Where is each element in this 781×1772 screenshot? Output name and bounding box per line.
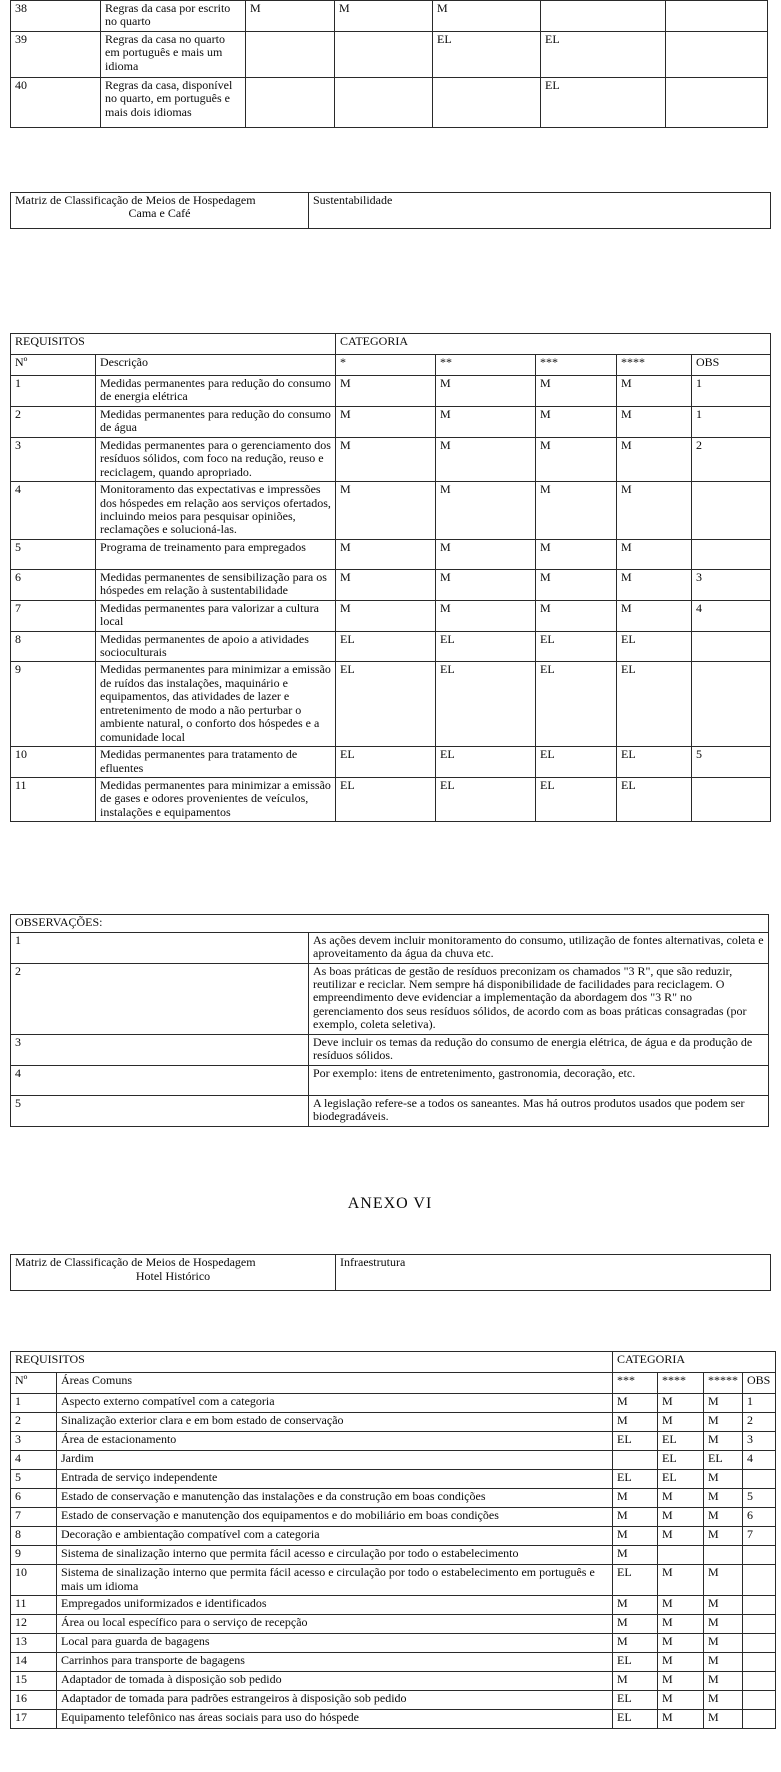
table-column-header-row bbox=[11, 355, 771, 376]
row-number-cell: 16 bbox=[11, 1690, 57, 1709]
category-4-star-cell: M bbox=[658, 1394, 704, 1413]
category-2-star-cell: EL bbox=[436, 662, 536, 747]
observation-number-cell: 1 bbox=[11, 932, 309, 963]
obs-cell: 2 bbox=[743, 1413, 776, 1432]
matrix-title-cell bbox=[11, 1255, 336, 1291]
category-3-star-cell: EL bbox=[536, 747, 617, 778]
description-cell: Regras da casa por escrito no quarto bbox=[101, 1, 246, 32]
table-group-header-row bbox=[11, 334, 771, 355]
category-3-star-cell: M bbox=[536, 437, 617, 481]
row-number-cell: 3 bbox=[11, 437, 96, 481]
category-2-star-cell bbox=[335, 78, 433, 128]
category-2-star-cell: M bbox=[335, 1, 433, 32]
category-3-star-cell: EL bbox=[613, 1565, 658, 1596]
category-4-star-cell: EL bbox=[541, 32, 666, 78]
matrix-title-table-cama-e-cafe bbox=[10, 192, 771, 229]
matrix-title-text: Matriz de Classificação de Meios de Hospedagem bbox=[15, 193, 256, 207]
row-number-cell: 40 bbox=[11, 78, 101, 128]
col-header-2-star: ** bbox=[436, 355, 536, 376]
category-5-star-cell: M bbox=[704, 1394, 743, 1413]
category-5-star-cell: EL bbox=[704, 1451, 743, 1470]
description-cell: Medidas permanentes para minimizar a emissão de gases e odores provenientes de veículos, instalações e equipamentos bbox=[96, 777, 336, 821]
row-number-cell: 7 bbox=[11, 1508, 57, 1527]
table-row bbox=[11, 1690, 776, 1709]
row-number-cell: 17 bbox=[11, 1709, 57, 1728]
category-2-star-cell: M bbox=[436, 482, 536, 540]
table-row bbox=[11, 437, 771, 481]
category-4-star-cell: M bbox=[658, 1413, 704, 1432]
table-group-header-row bbox=[11, 1352, 776, 1373]
category-5-star-cell: M bbox=[704, 1565, 743, 1596]
obs-cell bbox=[666, 1, 768, 32]
col-header-areas-comuns: Áreas Comuns bbox=[57, 1373, 613, 1394]
table-row bbox=[11, 1652, 776, 1671]
observation-text-cell: A legislação refere-se a todos os saneantes. Mas há outros produtos usados que podem ser biodegradáveis. bbox=[309, 1095, 769, 1126]
category-4-star-cell: EL bbox=[541, 78, 666, 128]
category-2-star-cell: M bbox=[436, 406, 536, 437]
table-row bbox=[11, 1470, 776, 1489]
table-row bbox=[11, 1709, 776, 1728]
obs-cell bbox=[743, 1671, 776, 1690]
category-3-star-cell: M bbox=[613, 1633, 658, 1652]
obs-cell bbox=[743, 1546, 776, 1565]
category-5-star-cell bbox=[704, 1546, 743, 1565]
category-3-star-cell: M bbox=[536, 482, 617, 540]
description-cell: Jardim bbox=[57, 1451, 613, 1470]
description-cell: Estado de conservação e manutenção das instalações e da construção em boas condições bbox=[57, 1489, 613, 1508]
category-4-star-cell: EL bbox=[617, 662, 692, 747]
row-number-cell: 15 bbox=[11, 1671, 57, 1690]
row-number-cell: 10 bbox=[11, 1565, 57, 1596]
category-3-star-cell: M bbox=[536, 406, 617, 437]
table-body bbox=[11, 376, 771, 822]
observation-text-cell: Por exemplo: itens de entretenimento, gastronomia, decoração, etc. bbox=[309, 1065, 769, 1095]
table-header bbox=[11, 915, 769, 932]
description-cell: Carrinhos para transporte de bagagens bbox=[57, 1652, 613, 1671]
obs-cell: 3 bbox=[692, 569, 771, 600]
obs-cell: 5 bbox=[692, 747, 771, 778]
category-3-star-cell: EL bbox=[613, 1690, 658, 1709]
table-header bbox=[11, 1352, 776, 1394]
category-2-star-cell: M bbox=[436, 437, 536, 481]
obs-cell bbox=[743, 1595, 776, 1614]
table-body bbox=[11, 1, 768, 128]
category-3-star-cell: M bbox=[613, 1595, 658, 1614]
category-3-star-cell: EL bbox=[613, 1432, 658, 1451]
obs-cell bbox=[666, 78, 768, 128]
category-4-star-cell: M bbox=[658, 1489, 704, 1508]
table-row bbox=[11, 1633, 776, 1652]
matrix-subtitle-text: Cama e Café bbox=[128, 206, 191, 221]
description-cell: Medidas permanentes para o gerenciamento dos resíduos sólidos, com foco na redução, reuso e reciclagem, quando apropriado. bbox=[96, 437, 336, 481]
obs-cell bbox=[692, 662, 771, 747]
category-1-star-cell bbox=[246, 78, 335, 128]
col-header-4-star: **** bbox=[617, 355, 692, 376]
category-3-star-cell: M bbox=[613, 1527, 658, 1546]
row-number-cell: 9 bbox=[11, 662, 96, 747]
row-number-cell: 3 bbox=[11, 1432, 57, 1451]
table-body bbox=[11, 932, 769, 1126]
table-row bbox=[11, 1614, 776, 1633]
category-3-star-cell: M bbox=[613, 1508, 658, 1527]
category-3-star-cell: M bbox=[536, 376, 617, 407]
table-body bbox=[11, 1394, 776, 1729]
table-row bbox=[11, 193, 771, 229]
col-header-5-star: ***** bbox=[704, 1373, 743, 1394]
category-5-star-cell: M bbox=[704, 1489, 743, 1508]
category-1-star-cell: M bbox=[336, 539, 436, 569]
category-3-star-cell bbox=[613, 1451, 658, 1470]
category-1-star-cell: EL bbox=[336, 631, 436, 662]
observation-number-cell: 3 bbox=[11, 1034, 309, 1065]
table-header bbox=[11, 334, 771, 376]
row-number-cell: 38 bbox=[11, 1, 101, 32]
description-cell: Sinalização exterior clara e em bom estado de conservação bbox=[57, 1413, 613, 1432]
row-number-cell: 9 bbox=[11, 1546, 57, 1565]
category-2-star-cell: EL bbox=[436, 631, 536, 662]
obs-cell bbox=[692, 539, 771, 569]
obs-cell bbox=[743, 1614, 776, 1633]
category-3-star-cell: EL bbox=[536, 631, 617, 662]
category-2-star-cell bbox=[335, 32, 433, 78]
categoria-group-header: CATEGORIA bbox=[336, 334, 771, 355]
category-1-star-cell: M bbox=[336, 569, 436, 600]
matrix-topic-cell: Sustentabilidade bbox=[309, 193, 771, 229]
col-header-1-star: * bbox=[336, 355, 436, 376]
obs-cell bbox=[743, 1709, 776, 1728]
row-number-cell: 5 bbox=[11, 539, 96, 569]
col-header-4-star: **** bbox=[658, 1373, 704, 1394]
description-cell: Aspecto externo compatível com a categoria bbox=[57, 1394, 613, 1413]
category-4-star-cell: M bbox=[617, 437, 692, 481]
category-3-star-cell: EL bbox=[613, 1709, 658, 1728]
table-row bbox=[11, 1, 768, 32]
col-header-3-star: *** bbox=[536, 355, 617, 376]
table-row bbox=[11, 376, 771, 407]
table-row bbox=[11, 32, 768, 78]
table-row bbox=[11, 1255, 771, 1291]
obs-cell bbox=[692, 631, 771, 662]
table-row bbox=[11, 963, 769, 1034]
row-number-cell: 6 bbox=[11, 1489, 57, 1508]
observation-number-cell: 2 bbox=[11, 963, 309, 1034]
table-row bbox=[11, 1432, 776, 1451]
obs-cell: 4 bbox=[743, 1451, 776, 1470]
row-number-cell: 5 bbox=[11, 1470, 57, 1489]
table-column-header-row bbox=[11, 1373, 776, 1394]
table-row bbox=[11, 1527, 776, 1546]
description-cell: Empregados uniformizados e identificados bbox=[57, 1595, 613, 1614]
category-1-star-cell: M bbox=[336, 482, 436, 540]
category-4-star-cell: M bbox=[658, 1633, 704, 1652]
row-number-cell: 12 bbox=[11, 1614, 57, 1633]
category-3-star-cell: EL bbox=[536, 662, 617, 747]
description-cell: Adaptador de tomada à disposição sob pedido bbox=[57, 1671, 613, 1690]
category-4-star-cell: M bbox=[658, 1652, 704, 1671]
table-row bbox=[11, 569, 771, 600]
category-1-star-cell: EL bbox=[336, 662, 436, 747]
category-3-star-cell: EL bbox=[433, 32, 541, 78]
table-row bbox=[11, 777, 771, 821]
row-number-cell: 1 bbox=[11, 376, 96, 407]
description-cell: Adaptador de tomada para padrões estrangeiros à disposição sob pedido bbox=[57, 1690, 613, 1709]
obs-cell: 6 bbox=[743, 1508, 776, 1527]
row-number-cell: 11 bbox=[11, 1595, 57, 1614]
category-4-star-cell: EL bbox=[658, 1451, 704, 1470]
requisitos-table-sustentabilidade bbox=[10, 333, 771, 822]
observation-number-cell: 5 bbox=[11, 1095, 309, 1126]
observation-text-cell: As ações devem incluir monitoramento do consumo, utilização de fontes alternativas, coleta e aproveitamento da água da chuva etc. bbox=[309, 932, 769, 963]
category-3-star-cell: M bbox=[536, 539, 617, 569]
observation-text-cell: As boas práticas de gestão de resíduos preconizam os chamados "3 R", que são reduzir, reutilizar e reciclar. Nem sempre há disponibilidade de facilidades para reciclagem. O empreendimento deve evidenciar a implementação da abordagem dos "3 R" no gerenciamento dos seus resíduos sólidos, de acordo com as boas práticas consagradas (por exemplo, coleta seletiva). bbox=[309, 963, 769, 1034]
category-3-star-cell: M bbox=[613, 1671, 658, 1690]
obs-cell: 1 bbox=[692, 376, 771, 407]
description-cell: Medidas permanentes para tratamento de efluentes bbox=[96, 747, 336, 778]
category-3-star-cell: M bbox=[613, 1489, 658, 1508]
house-rules-table-continuation bbox=[10, 0, 768, 128]
category-2-star-cell: EL bbox=[436, 777, 536, 821]
description-cell: Programa de treinamento para empregados bbox=[96, 539, 336, 569]
category-5-star-cell: M bbox=[704, 1432, 743, 1451]
col-header-numero: Nº bbox=[11, 355, 96, 376]
description-cell: Monitoramento das expectativas e impressões dos hóspedes em relação aos serviços ofertados, incluindo meios para pesquisar opiniões, reclamações e solucioná-las. bbox=[96, 482, 336, 540]
table-row bbox=[11, 600, 771, 631]
category-4-star-cell: M bbox=[658, 1595, 704, 1614]
obs-cell: 1 bbox=[692, 406, 771, 437]
category-1-star-cell: EL bbox=[336, 777, 436, 821]
category-3-star-cell: EL bbox=[613, 1470, 658, 1489]
category-5-star-cell: M bbox=[704, 1614, 743, 1633]
table-row bbox=[11, 631, 771, 662]
category-3-star-cell: M bbox=[536, 569, 617, 600]
category-4-star-cell: M bbox=[617, 600, 692, 631]
col-header-obs: OBS bbox=[743, 1373, 776, 1394]
category-4-star-cell: M bbox=[658, 1671, 704, 1690]
category-5-star-cell: M bbox=[704, 1709, 743, 1728]
category-4-star-cell: EL bbox=[617, 747, 692, 778]
category-4-star-cell: EL bbox=[658, 1470, 704, 1489]
table-row bbox=[11, 1489, 776, 1508]
description-cell: Regras da casa, disponível no quarto, em português e mais dois idiomas bbox=[101, 78, 246, 128]
col-header-descricao: Descrição bbox=[96, 355, 336, 376]
description-cell: Medidas permanentes para redução do consumo de energia elétrica bbox=[96, 376, 336, 407]
requisitos-table-infraestrutura bbox=[10, 1351, 776, 1729]
row-number-cell: 6 bbox=[11, 569, 96, 600]
description-cell: Área ou local específico para o serviço de recepção bbox=[57, 1614, 613, 1633]
description-cell: Equipamento telefônico nas áreas sociais para uso do hóspede bbox=[57, 1709, 613, 1728]
categoria-group-header: CATEGORIA bbox=[613, 1352, 776, 1373]
category-3-star-cell: EL bbox=[536, 777, 617, 821]
table-row bbox=[11, 747, 771, 778]
table-row bbox=[11, 1451, 776, 1470]
row-number-cell: 2 bbox=[11, 406, 96, 437]
table-row bbox=[11, 932, 769, 963]
observacoes-table bbox=[10, 914, 769, 1126]
category-3-star-cell: M bbox=[613, 1394, 658, 1413]
table-row bbox=[11, 539, 771, 569]
obs-cell: 2 bbox=[692, 437, 771, 481]
observation-text-cell: Deve incluir os temas da redução do consumo de energia elétrica, de água e da produção de resíduos sólidos. bbox=[309, 1034, 769, 1065]
obs-cell bbox=[692, 777, 771, 821]
obs-cell bbox=[692, 482, 771, 540]
category-4-star-cell: M bbox=[617, 376, 692, 407]
matrix-topic-cell: Infraestrutura bbox=[336, 1255, 771, 1291]
col-header-3-star: *** bbox=[613, 1373, 658, 1394]
category-2-star-cell: M bbox=[436, 539, 536, 569]
col-header-obs: OBS bbox=[692, 355, 771, 376]
row-number-cell: 7 bbox=[11, 600, 96, 631]
description-cell: Sistema de sinalização interno que permita fácil acesso e circulação por todo o estabelecimento bbox=[57, 1546, 613, 1565]
category-5-star-cell: M bbox=[704, 1413, 743, 1432]
table-row bbox=[11, 1034, 769, 1065]
row-number-cell: 2 bbox=[11, 1413, 57, 1432]
description-cell: Área de estacionamento bbox=[57, 1432, 613, 1451]
table-row bbox=[11, 1595, 776, 1614]
table-row bbox=[11, 1508, 776, 1527]
row-number-cell: 8 bbox=[11, 631, 96, 662]
category-4-star-cell: M bbox=[617, 482, 692, 540]
category-3-star-cell: M bbox=[613, 1413, 658, 1432]
category-3-star-cell: M bbox=[613, 1614, 658, 1633]
table-row bbox=[11, 1394, 776, 1413]
table-row bbox=[11, 78, 768, 128]
row-number-cell: 4 bbox=[11, 1451, 57, 1470]
category-5-star-cell: M bbox=[704, 1690, 743, 1709]
category-4-star-cell: M bbox=[658, 1565, 704, 1596]
obs-cell bbox=[743, 1652, 776, 1671]
matrix-title-text: Matriz de Classificação de Meios de Hospedagem bbox=[15, 1255, 256, 1270]
category-3-star-cell: M bbox=[613, 1546, 658, 1565]
category-3-star-cell bbox=[433, 78, 541, 128]
category-1-star-cell: M bbox=[246, 1, 335, 32]
category-4-star-cell: EL bbox=[658, 1432, 704, 1451]
obs-cell: 1 bbox=[743, 1394, 776, 1413]
table-row bbox=[11, 1565, 776, 1596]
description-cell: Local para guarda de bagagens bbox=[57, 1633, 613, 1652]
obs-cell: 3 bbox=[743, 1432, 776, 1451]
table-row bbox=[11, 482, 771, 540]
category-4-star-cell: M bbox=[617, 569, 692, 600]
anexo-heading: ANEXO VI bbox=[347, 1194, 433, 1212]
table-row bbox=[11, 1546, 776, 1565]
description-cell: Medidas permanentes de apoio a atividades socioculturais bbox=[96, 631, 336, 662]
description-cell: Medidas permanentes de sensibilização para os hóspedes em relação à sustentabilidade bbox=[96, 569, 336, 600]
matrix-subtitle-text: Hotel Histórico bbox=[135, 1268, 211, 1283]
description-cell: Sistema de sinalização interno que permita fácil acesso e circulação por todo o estabelecimento em português e mais um idioma bbox=[57, 1565, 613, 1596]
category-4-star-cell bbox=[541, 1, 666, 32]
row-number-cell: 4 bbox=[11, 482, 96, 540]
requisitos-group-header: REQUISITOS bbox=[11, 334, 336, 355]
obs-cell: 4 bbox=[692, 600, 771, 631]
category-4-star-cell: M bbox=[658, 1527, 704, 1546]
category-1-star-cell: M bbox=[336, 376, 436, 407]
col-header-numero: Nº bbox=[11, 1373, 57, 1394]
category-3-star-cell: M bbox=[433, 1, 541, 32]
category-5-star-cell: M bbox=[704, 1527, 743, 1546]
obs-cell: 7 bbox=[743, 1527, 776, 1546]
category-4-star-cell: EL bbox=[617, 777, 692, 821]
category-1-star-cell: M bbox=[336, 406, 436, 437]
description-cell: Estado de conservação e manutenção dos equipamentos e do mobiliário em boas condições bbox=[57, 1508, 613, 1527]
table-row bbox=[11, 1095, 769, 1126]
table-row bbox=[11, 1065, 769, 1095]
obs-cell bbox=[666, 32, 768, 78]
category-5-star-cell: M bbox=[704, 1633, 743, 1652]
category-4-star-cell: M bbox=[617, 539, 692, 569]
obs-cell bbox=[743, 1690, 776, 1709]
category-4-star-cell: M bbox=[658, 1690, 704, 1709]
row-number-cell: 13 bbox=[11, 1633, 57, 1652]
description-cell: Regras da casa no quarto em português e mais um idioma bbox=[101, 32, 246, 78]
category-1-star-cell bbox=[246, 32, 335, 78]
table-row bbox=[11, 1671, 776, 1690]
category-5-star-cell: M bbox=[704, 1470, 743, 1489]
category-3-star-cell: M bbox=[536, 600, 617, 631]
category-3-star-cell: EL bbox=[613, 1652, 658, 1671]
category-5-star-cell: M bbox=[704, 1671, 743, 1690]
category-2-star-cell: EL bbox=[436, 747, 536, 778]
category-4-star-cell bbox=[658, 1546, 704, 1565]
description-cell: Medidas permanentes para valorizar a cultura local bbox=[96, 600, 336, 631]
table-row bbox=[11, 1413, 776, 1432]
description-cell: Decoração e ambientação compatível com a categoria bbox=[57, 1527, 613, 1546]
row-number-cell: 10 bbox=[11, 747, 96, 778]
category-2-star-cell: M bbox=[436, 569, 536, 600]
row-number-cell: 39 bbox=[11, 32, 101, 78]
category-4-star-cell: M bbox=[658, 1709, 704, 1728]
table-row bbox=[11, 406, 771, 437]
category-1-star-cell: M bbox=[336, 600, 436, 631]
requisitos-group-header: REQUISITOS bbox=[11, 1352, 613, 1373]
obs-cell bbox=[743, 1633, 776, 1652]
category-2-star-cell: M bbox=[436, 376, 536, 407]
observation-number-cell: 4 bbox=[11, 1065, 309, 1095]
observacoes-title: OBSERVAÇÕES: bbox=[11, 915, 769, 932]
category-5-star-cell: M bbox=[704, 1595, 743, 1614]
row-number-cell: 11 bbox=[11, 777, 96, 821]
row-number-cell: 1 bbox=[11, 1394, 57, 1413]
description-cell: Medidas permanentes para redução do consumo de água bbox=[96, 406, 336, 437]
row-number-cell: 14 bbox=[11, 1652, 57, 1671]
category-5-star-cell: M bbox=[704, 1652, 743, 1671]
observacoes-title-row bbox=[11, 915, 769, 932]
category-4-star-cell: M bbox=[617, 406, 692, 437]
description-cell: Medidas permanentes para minimizar a emissão de ruídos das instalações, maquinário e equipamentos, das atividades de lazer e entretenimento de modo a não perturbar o ambiente natural, o conforto dos hóspedes e a comunidade local bbox=[96, 662, 336, 747]
obs-cell bbox=[743, 1470, 776, 1489]
category-2-star-cell: M bbox=[436, 600, 536, 631]
category-4-star-cell: M bbox=[658, 1508, 704, 1527]
obs-cell: 5 bbox=[743, 1489, 776, 1508]
category-1-star-cell: EL bbox=[336, 747, 436, 778]
table-row bbox=[11, 662, 771, 747]
matrix-title-table-hotel-historico bbox=[10, 1254, 771, 1291]
row-number-cell: 8 bbox=[11, 1527, 57, 1546]
category-5-star-cell: M bbox=[704, 1508, 743, 1527]
category-1-star-cell: M bbox=[336, 437, 436, 481]
category-4-star-cell: EL bbox=[617, 631, 692, 662]
obs-cell bbox=[743, 1565, 776, 1596]
category-4-star-cell: M bbox=[658, 1614, 704, 1633]
description-cell: Entrada de serviço independente bbox=[57, 1470, 613, 1489]
matrix-title-cell bbox=[11, 193, 309, 229]
